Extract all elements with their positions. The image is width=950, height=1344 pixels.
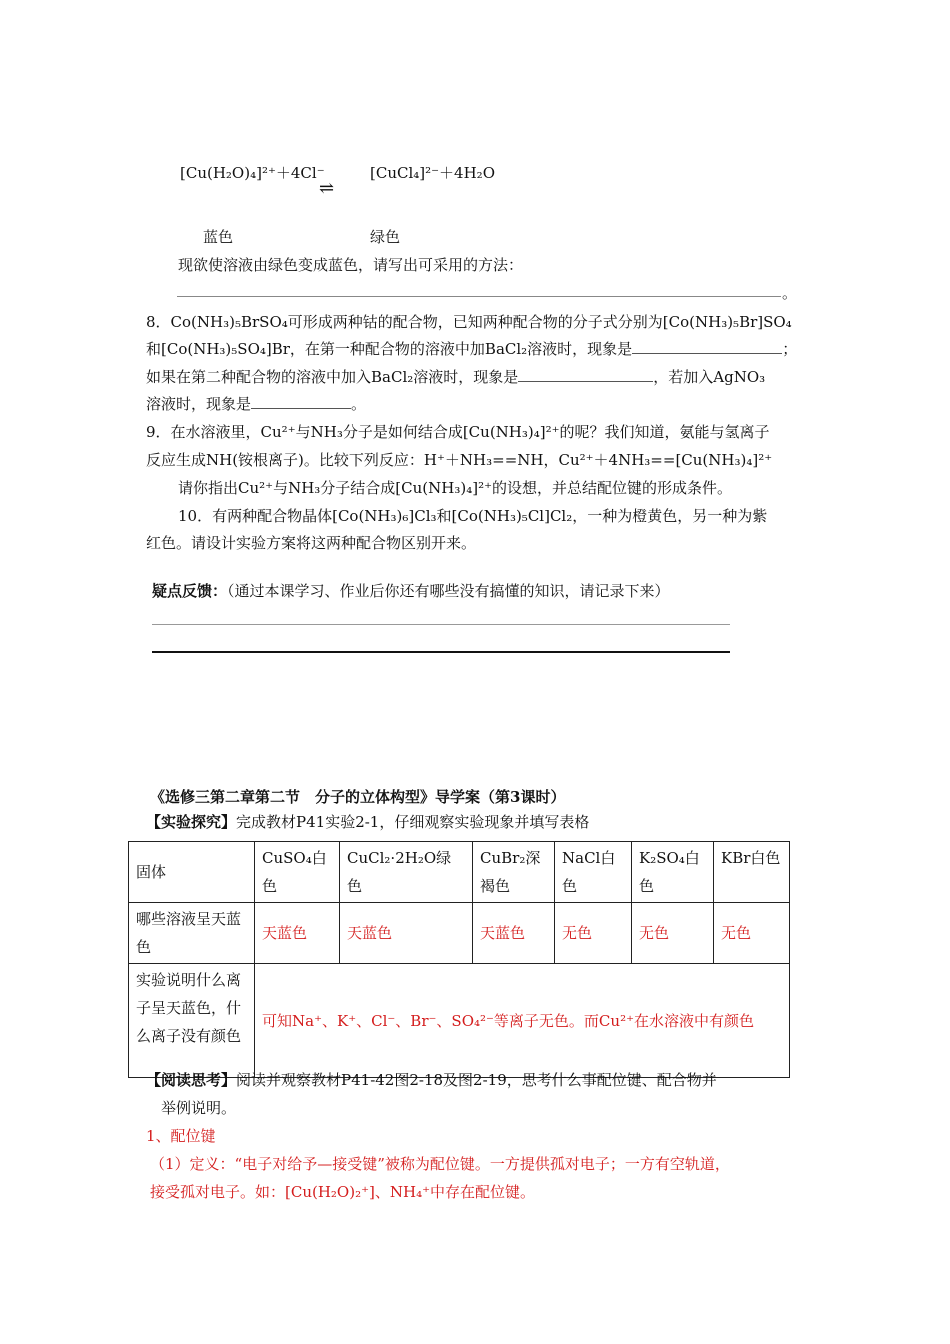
experiment-tag: 【实验探究】	[146, 813, 237, 831]
section1-heading: 1、配位键	[146, 1127, 216, 1145]
answer-cell: 无色	[632, 903, 714, 964]
reading-tag: 【阅读思考】	[146, 1071, 237, 1089]
q10-line1: 10．有两种配合物晶体[Co(NH₃)₆]Cl₃和[Co(NH₃)₅Cl]Cl₂，一种为橙黄色，另一种为紫	[178, 507, 768, 525]
q8-line4: 溶液时，现象是 。	[146, 395, 367, 413]
q8-blank-3[interactable]	[251, 396, 351, 409]
feedback-line-1[interactable]	[152, 624, 730, 625]
reading-line2: 举例说明。	[161, 1099, 237, 1117]
solid-cell: K₂SO₄白色	[632, 842, 714, 903]
q8-line2: 和[Co(NH₃)₅SO₄]Br，在第一种配合物的溶液中加BaCl₂溶液时，现象是 ；	[146, 340, 798, 358]
left-color-label: 蓝色	[203, 228, 234, 246]
section1-line2: 接受孤对电子。如：[Cu(H₂O)₂⁺]、NH₄⁺中存在配位键。	[150, 1183, 536, 1201]
q8-line3: 如果在第二种配合物的溶液中加入BaCl₂溶液时，现象是 ，若加入AgNO₃	[146, 368, 766, 386]
row3-label: 实验说明什么离子呈天蓝色，什么离子没有颜色	[129, 964, 255, 1078]
feedback-row	[152, 580, 670, 601]
answer-cell: 无色	[555, 903, 632, 964]
q7-prompt: 现欲使溶液由绿色变成蓝色，请写出可采用的方法：	[178, 256, 524, 274]
reading-line1	[146, 1069, 717, 1090]
q8-blank-2[interactable]	[518, 369, 653, 382]
answer-cell: 天蓝色	[255, 903, 340, 964]
experiment-intro	[146, 811, 589, 832]
q7-answer-line[interactable]	[177, 296, 781, 297]
q8-blank-1[interactable]	[632, 341, 782, 354]
table-row	[129, 842, 790, 903]
experiment-table	[128, 841, 790, 1078]
answer-cell: 天蓝色	[340, 903, 473, 964]
table-row	[129, 964, 790, 1078]
answer-cell: 无色	[714, 903, 790, 964]
feedback-line-2[interactable]	[152, 651, 730, 653]
solid-cell: KBr白色	[714, 842, 790, 903]
q8-line1: 8．Co(NH₃)₅BrSO₄可形成两种钴的配合物，已知两种配合物的分子式分别为[Co(NH₃)₅Br]SO₄	[146, 313, 792, 331]
feedback-label: 疑点反馈：	[152, 582, 228, 600]
row3-answer: 可知Na⁺、K⁺、Cl⁻、Br⁻、SO₄²⁻等离子无色。而Cu²⁺在水溶液中有颜色	[255, 964, 790, 1078]
header-label: 固体	[129, 842, 255, 903]
equation-right: [CuCl₄]²⁻＋4H₂O	[370, 164, 495, 182]
solid-cell: NaCl白色	[555, 842, 632, 903]
experiment-text: 完成教材P41实验2-1，仔细观察实验现象并填写表格	[236, 813, 590, 831]
q9-line3: 请你指出Cu²⁺与NH₃分子结合成[Cu(NH₃)₄]²⁺的设想，并总结配位键的形成条件。	[178, 479, 732, 497]
row2-label: 哪些溶液呈天蓝色	[129, 903, 255, 964]
section1-line1: （1）定义：“电子对给予—接受键”被称为配位键。一方提供孤对电子；一方有空轨道，	[150, 1155, 730, 1173]
page-title: 《选修三第二章第二节 分子的立体构型》导学案（第3课时）	[150, 788, 566, 806]
q9-line2: 反应生成NH(铵根离子)。比较下列反应：H⁺＋NH₃==NH，Cu²⁺＋4NH₃==[Cu(NH₃)₄]²⁺	[146, 451, 773, 469]
q10-line2: 红色。请设计实验方案将这两种配合物区别开来。	[146, 534, 477, 552]
reading-text: 阅读并观察教材P41-42图2-18及图2-19，思考什么事配位键、配合物并	[236, 1071, 717, 1089]
feedback-text: （通过本课学习、作业后你还有哪些没有搞懂的知识，请记录下来）	[227, 582, 670, 600]
q7-end: 。	[782, 284, 798, 302]
solid-cell: CuSO₄白色	[255, 842, 340, 903]
equilibrium-arrow-icon: ⇌	[319, 178, 335, 199]
right-color-label: 绿色	[370, 228, 401, 246]
solid-cell: CuCl₂·2H₂O绿色	[340, 842, 473, 903]
q9-line1: 9．在水溶液里，Cu²⁺与NH₃分子是如何结合成[Cu(NH₃)₄]²⁺的呢？我们知道，氨能与氢离子	[146, 423, 770, 441]
answer-cell: 天蓝色	[473, 903, 555, 964]
table-row	[129, 903, 790, 964]
equation-left: [Cu(H₂O)₄]²⁺＋4Cl⁻	[180, 164, 325, 182]
solid-cell: CuBr₂深褐色	[473, 842, 555, 903]
